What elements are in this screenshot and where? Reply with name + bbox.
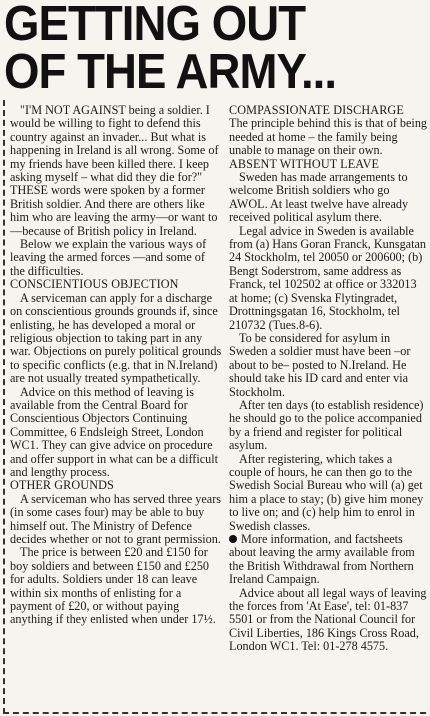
paragraph: After ten days (to establish residence) he should go to the police accompanied by a friend and register for political asylum. xyxy=(229,397,424,453)
intro-explain: Below we explain the various ways of leaving the armed forces —and some of the difficulties. xyxy=(10,237,207,278)
info-paragraph xyxy=(229,533,427,587)
intro-quote: "I'M NOT AGAINST being a soldier. I would be willing to fight to defend this country against an invader... But what is happening in Ireland is all wrong. Some of my friends have been killed there. I keep asking myself – what did they die for?" xyxy=(10,103,219,185)
paragraph: After registering, which takes a couple of hours, he can then go to the Swedish Social Bureau who will (a) get him a place to stay; (b) give him money to live on; and (c) help him to enrol in Swedish classes. xyxy=(229,451,424,533)
paragraph: Legal advice in Sweden is available from (a) Hans Goran Franck, Kunsgatan 24 Stockholm, tel 20050 or 200600; (b) Bengt Soderstrom, same address as Franck, tel 102502 at office or 332013 at home; (c) Svenska Flytingradet, Drottningsgatan 16, Stockholm, tel 210732 (Tues.8-6). xyxy=(229,223,426,332)
info-text: More information, and factsheets about leaving the army available from the British Withdrawal from Northern Ireland Campaign. xyxy=(229,532,415,587)
left-column xyxy=(10,104,222,627)
section-heading-compassionate-discharge: COMPASSIONATE DISCHARGE xyxy=(229,103,404,117)
headline xyxy=(4,0,398,99)
paragraph: Advice on this method of leaving is available from the Central Board for Conscientious Objectors Continuing Committee, 6 Endsleigh Street, London WC1. They can give advice on procedure and offer support in what can be a difficult and lengthy process. xyxy=(10,384,219,479)
intro-context: THESE words were spoken by a former British soldier. And there are others like him who are leaving the army—or want to—because of British policy in Ireland. xyxy=(10,183,218,238)
paragraph: The price is between £20 and £150 for boy soldiers and between £150 and £250 for adults. Soldiers under 18 can leave within six months of enlisting for a payment of £20, or without paying anything if they enlisted when under 17½. xyxy=(10,545,216,627)
section-heading-conscientious-objection: CONSCIENTIOUS OBJECTION xyxy=(10,277,179,292)
paragraph: Advice about all legal ways of leaving the forces from 'At Ease', tel: 01-837 5501 or from the National Council for Civil Liberties, 186 Kings Cross Road, London WC1. Tel: 01-278 4575. xyxy=(229,585,427,654)
right-column xyxy=(229,104,427,654)
paragraph: Sweden has made arrangements to welcome British soldiers who go AWOL. At least twelve have already received political asylum there. xyxy=(229,170,409,225)
paragraph: A serviceman can apply for a discharge on conscientious grounds grounds if, since enlisting, he has developed a moral or religious objection to taking part in any war. Objections on purely political grounds to specific conflicts (e.g. that in N.Ireland) are not usually treated sympathetically. xyxy=(10,290,222,386)
section-heading-other-grounds: OTHER GROUNDS xyxy=(10,478,114,493)
paragraph: To be considered for asylum in Sweden a soldier must have been –or about to be– posted to N.Ireland. He should take his ID card and enter via Stockholm. xyxy=(229,330,411,399)
paragraph: The principle behind this is that of being needed at home – the family being unable to manage on their own. xyxy=(229,116,428,158)
paragraph: A serviceman who has served three years (in some cases four) may be able to buy himself out. The Ministry of Defence decides whether or not to grant permission. xyxy=(10,491,222,546)
headline-line-2: OF THE ARMY... xyxy=(4,45,337,99)
bullet-icon xyxy=(229,535,237,543)
headline-line-1: GETTING OUT xyxy=(4,0,306,51)
section-heading-absent-without-leave: ABSENT WITHOUT LEAVE xyxy=(229,156,380,171)
